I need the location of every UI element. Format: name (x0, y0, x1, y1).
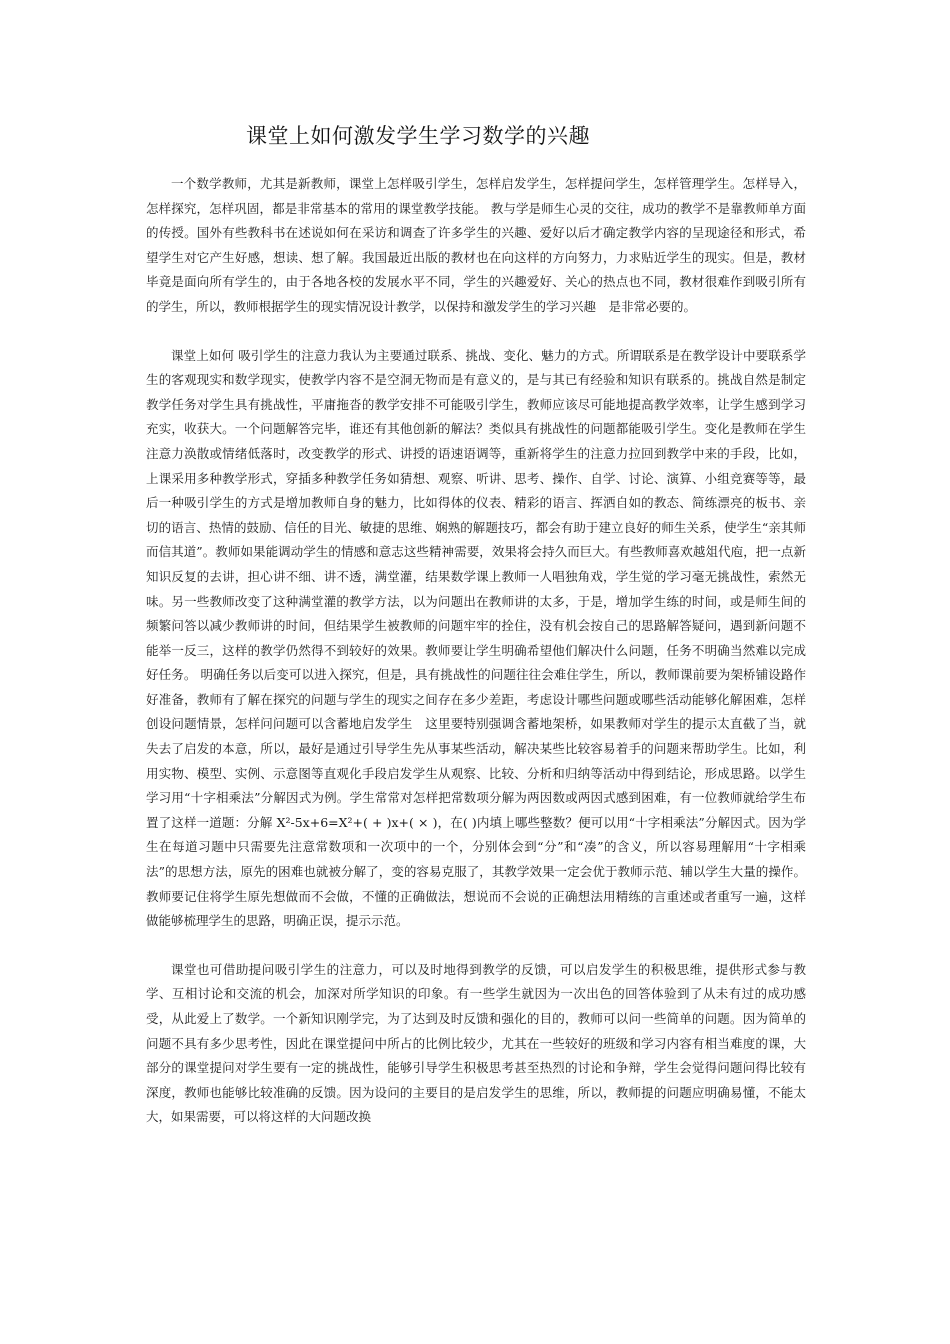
paragraph-1: 一个数学教师，尤其是新教师，课堂上怎样吸引学生，怎样启发学生，怎样提问学生，怎样管理学生。怎样导入，怎样探究，怎样巩固，都是非常基本的常用的课堂教学技能。 教与学是师生心灵的交往，成功的教学不是靠教师单方面的传授。国外有些教科书在述说如何在采访和调查了许多学生的兴趣、爱好以后才确定教学内容的呈现途径和形式，希望学生对它产生好感，想读、想了解。我国最近出版的教材也在向这样的方向努力，力求贴近学生的现实。但是，教材毕竟是面向所有学生的，由于各地各校的发展水平不同，学生的兴趣爱好、关心的热点也不同，教材很难作到吸引所有的学生，所以，教师根据学生的现实情况设计教学，以保持和激发学生的学习兴趣 是非常必要的。 (146, 176, 806, 314)
paragraph-3: 课堂也可借助提问吸引学生的注意力，可以及时地得到教学的反馈，可以启发学生的积极思维，提供形式参与教学、互相讨论和交流的机会，加深对所学知识的印象。有一些学生就因为一次出色的回答体验到了从未有过的成功感受，从此爱上了数学。一个新知识刚学完，为了达到及时反馈和强化的目的，教师可以问一些简单的问题。因为简单的问题不具有多少思考性，因此在课堂提问中所占的比例比较少，尤其在一些较好的班级和学习内容有相当难度的课，大部分的课堂提问对学生要有一定的挑战性，能够引导学生积极思考甚至热烈的讨论和争辩，学生会觉得问题问得比较有深度，教师也能够比较准确的反馈。因为设问的主要目的是启发学生的思维，所以，教师提的问题应明确易懂，不能太大，如果需要，可以将这样的大问题改换 (146, 961, 806, 1125)
document-title: 课堂上如何激发学生学习数学的兴趣 (246, 124, 590, 148)
paragraph-2: 课堂上如何 吸引学生的注意力我认为主要通过联系、挑战、变化、魅力的方式。所谓联系是在教学设计中要联系学生的客观现实和数学现实，使教学内容不是空洞无物而是有意义的，是与其已有经验和知识有联系的。挑战自然是制定教学任务对学生具有挑战性，平庸拖沓的教学安排不可能吸引学生，教师应该尽可能地提高教学效率，让学生感到学习充实，收获大。一个问题解答完毕，谁还有其他创新的解法？类似具有挑战性的问题都能吸引学生。变化是教师在学生注意力涣散或情绪低落时，改变教学的形式、讲授的语速语调等，重新将学生的注意力拉回到教学中来的手段，比如，上课采用多种教学形式，穿插多种教学任务如猜想、观察、听讲、思考、操作、自学、讨论、演算、小组竞赛等等，最后一种吸引学生的方式是增加教师自身的魅力，比如得体的仪表、精彩的语言、挥洒自如的教态、简练漂亮的板书、亲切的语言、热情的鼓励、信任的目光、敏捷的思维、娴熟的解题技巧，都会有助于建立良好的师生关系，使学生“亲其师而信其道”。教师如果能调动学生的情感和意志这些精神需要，效果将会持久而巨大。有些教师喜欢越俎代庖，把一点新知识反复的去讲，担心讲不细、讲不透，满堂灌，结果数学课上教师一人唱独角戏，学生觉的学习毫无挑战性，索然无味。另一些教师改变了这种满堂灌的教学方法，以为问题出在教师讲的太多，于是，增加学生练的时间，或是师生间的频繁问答以减少教师讲的时间，但结果学生被教师的问题牢牢的拴住，没有机会按自己的思路解答疑问，遇到新问题不能举一反三，这样的教学仍然得不到较好的效果。教师要让学生明确希望他们解决什么问题，任务不明确当然难以完成好任务。 明确任务以后变可以进入探究，但是，具有挑战性的问题往往会难住学生，所以，教师课前要为架桥铺设路作好准备，教师有了解在探究的问题与学生的现实之间存在多少差距，考虑设计哪些问题或哪些活动能够化解困难，怎样创设问题情景，怎样问问题可以含蓄地启发学生 这里要特别强调含蓄地架桥，如果教师对学生的提示太直截了当，就失去了启发的本意，所以，最好是通过引导学生先从事某些活动，解决某些比较容易着手的问题来帮助学生。比如，利用实物、模型、实例、示意图等直观化手段启发学生从观察、比较、分析和归纳等活动中得到结论，形成思路。以学生学习用“十字相乘法”分解因式为例。学生常常对怎样把常数项分解为两因数或两因式感到困难，有一位教师就给学生布置了这样一道题：分解 X²-5x+6=X²+( + )x+( × )，在( )内填上哪些整数？便可以用“十字相乘法”分解因式。因为学生在每道习题中只需要先注意常数项和一次项中的一个，分别体会到“分”和“凑”的含义，所以容易理解用“十字相乘法”的思想方法，原先的困难也就被分解了，变的容易克服了，其教学效果一定会优于教师示范、辅以学生大量的操作。教师要记住将学生原先想做而不会做，不懂的正确做法，想说而不会说的正确想法用精练的言重述或者重写一遍，这样做能够梳理学生的思路，明确正误，提示示范。 (146, 347, 806, 929)
document-body (146, 172, 806, 1130)
